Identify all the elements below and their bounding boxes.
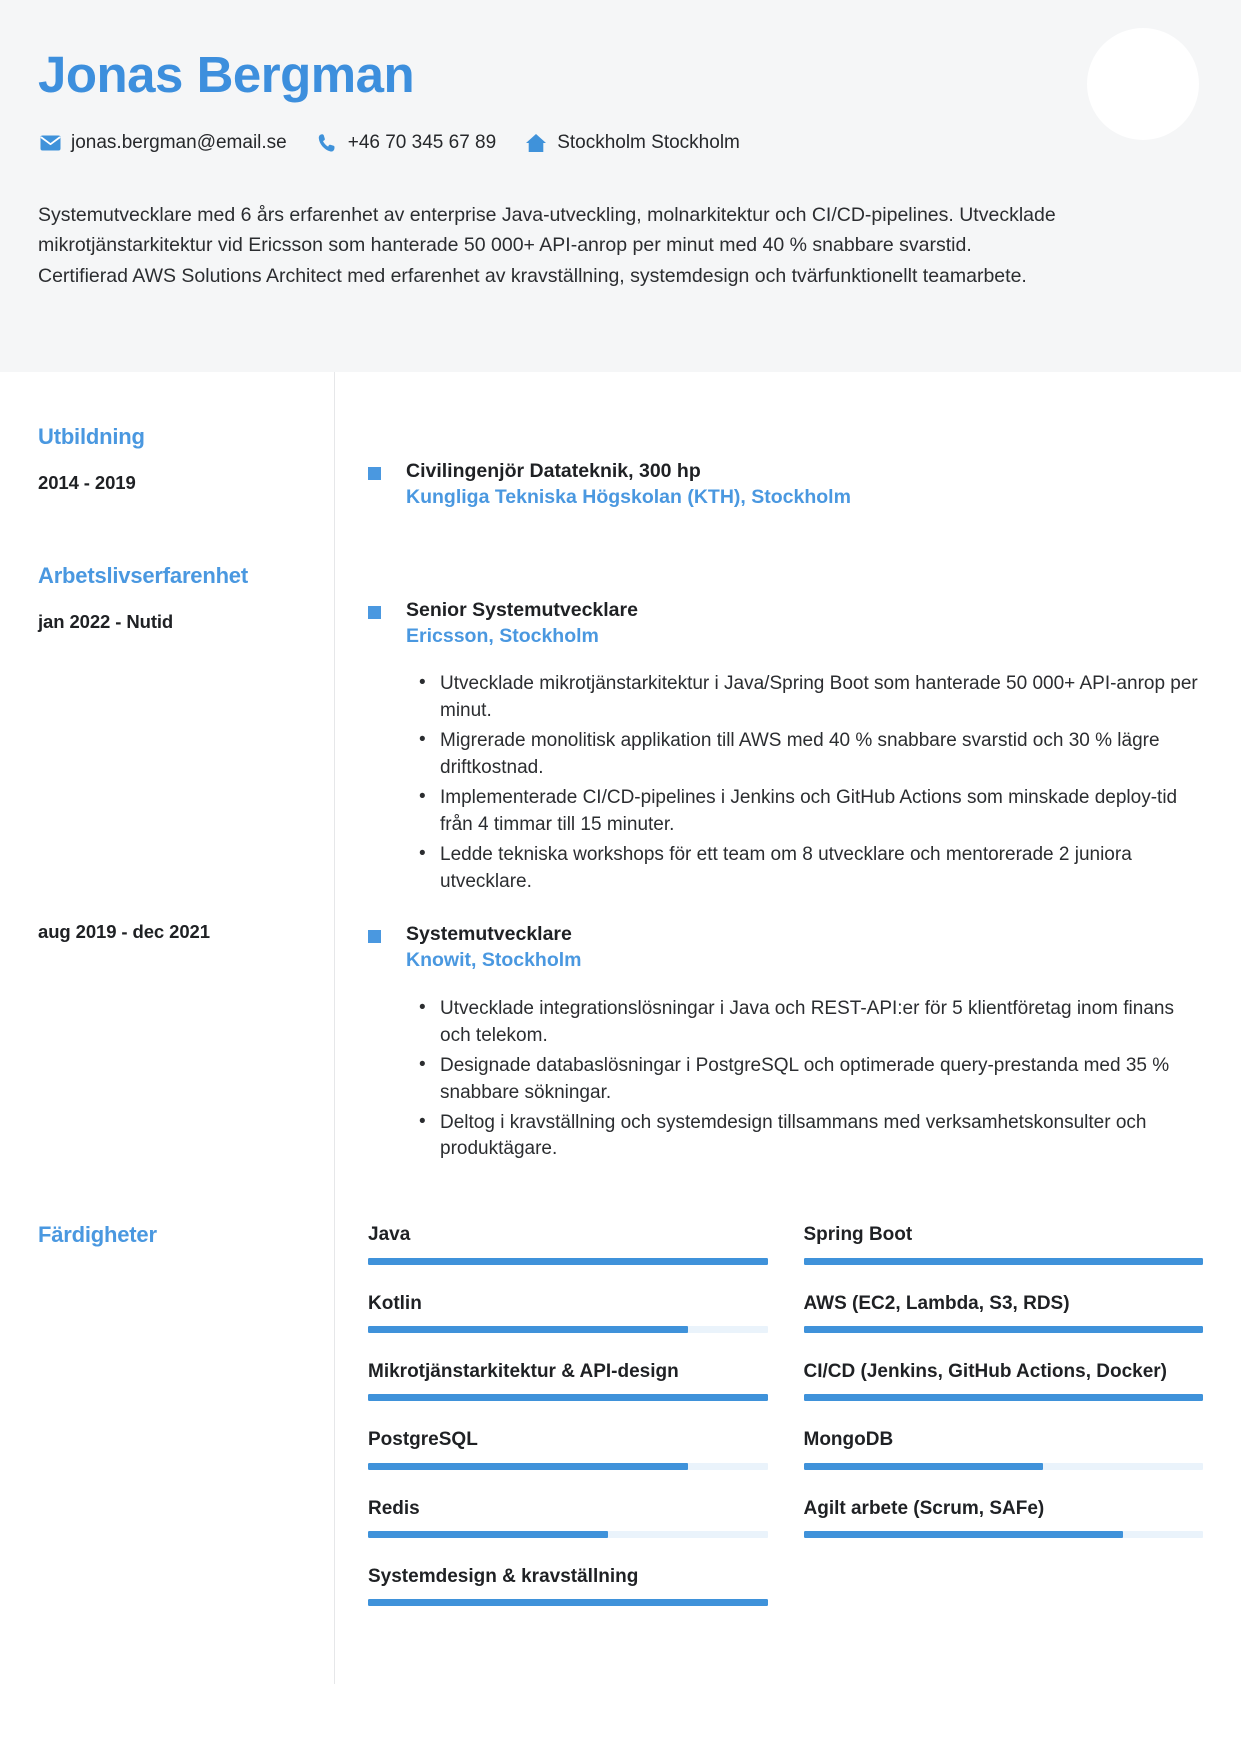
skill-progress-fill: [368, 1394, 768, 1401]
skill-progress-fill: [804, 1326, 1204, 1333]
skill-item: [368, 1427, 768, 1495]
experience-right-column-1: [334, 563, 1203, 899]
list-item: • Ledde tekniska workshops för ett team om 8 utvecklare och mentorerade 2 juniora utvecklare.: [440, 842, 1203, 896]
skill-progress-fill: [804, 1394, 1204, 1401]
skill-label: PostgreSQL: [368, 1429, 478, 1451]
spacer: [368, 1200, 1203, 1222]
experience-entry-date-2: aug 2019 - dec 2021: [38, 921, 210, 942]
resume-body: [0, 372, 1241, 1684]
skill-progress-fill: [368, 1599, 768, 1606]
skill-progress-track: [804, 1394, 1204, 1401]
skill-label: Redis: [368, 1497, 420, 1519]
education-entry: [368, 458, 1203, 511]
section-title-experience: Arbetslivserfarenhet: [38, 562, 248, 588]
list-item: • Utvecklade mikrotjänstarkitektur i Java/Spring Boot som hanterade 50 000+ API-anrop per minut.: [440, 671, 1203, 725]
job-company-1: Ericsson, Stockholm: [406, 624, 599, 647]
skill-progress-track: [368, 1258, 768, 1265]
skill-label: Java: [368, 1224, 411, 1246]
list-item: • Designade databaslösningar i PostgreSQL och optimerade query-prestanda med 35 % snabbare sökningar.: [440, 1053, 1203, 1107]
spacer: [38, 1166, 1203, 1200]
square-marker-icon: [368, 930, 381, 943]
envelope-icon: [38, 132, 62, 154]
job-title-2: Systemutvecklare: [406, 923, 572, 945]
experience-right-column-2: [334, 921, 1203, 1166]
section-experience-job-2: [38, 921, 1203, 1166]
skill-progress-track: [804, 1326, 1204, 1333]
education-left-column: [38, 424, 334, 494]
skill-item: [368, 1564, 768, 1632]
spacer: [38, 372, 1203, 424]
list-item: • Utvecklade integrationslösningar i Java och REST-API:er för 5 klientföretag inom finans och telekom.: [440, 996, 1203, 1050]
list-item: • Deltog i kravställning och systemdesign tillsammans med verksamhetskonsulter och produktägare.: [440, 1110, 1203, 1164]
section-skills: [38, 1200, 1203, 1632]
professional-summary: Systemutvecklare med 6 års erfarenhet av enterprise Java-utveckling, molnarkitektur och CI/CD-pipelines. Utvecklade mikrotjänstarkitektur vid Ericsson som hanterade 50 000+ API-anrop per minut med 40 % snabbare svarstid. Certifierad AWS Solutions Architect med erfarenhet av kravställning, systemdesign och tvärfunktionellt teamarbete.: [38, 203, 1056, 288]
education-right-column: [334, 424, 1203, 511]
list-item: • Implementerade CI/CD-pipelines i Jenkins och GitHub Actions som minskade deploy-tid från 4 timmar till 15 minuter.: [440, 785, 1203, 839]
phone-icon: [315, 132, 339, 154]
job-title-1: Senior Systemutvecklare: [406, 598, 638, 621]
skill-progress-fill: [368, 1258, 768, 1265]
contact-location-text: Stockholm Stockholm: [557, 132, 740, 154]
experience-entry-1: [368, 597, 1203, 896]
spacer: [38, 1632, 1203, 1684]
skill-progress-fill: [368, 1463, 688, 1470]
contact-phone-text: +46 70 345 67 89: [347, 132, 497, 154]
contact-email-text: jonas.bergman@email.se: [71, 132, 287, 154]
square-marker-icon: [368, 467, 381, 480]
page-title: Jonas Bergman: [38, 46, 415, 103]
spacer: [38, 450, 324, 472]
spacer: [38, 511, 1203, 563]
skill-label: Kotlin: [368, 1292, 422, 1314]
spacer: [38, 1200, 324, 1222]
square-marker-icon: [368, 606, 381, 619]
section-education: [38, 424, 1203, 511]
skills-left-column: [38, 1200, 334, 1248]
skill-label: Mikrotjänstarkitektur & API-design: [368, 1360, 679, 1382]
skill-progress-track: [804, 1463, 1204, 1470]
contact-item-email[interactable]: [38, 132, 287, 154]
job-company-2: Knowit, Stockholm: [406, 949, 582, 972]
skill-progress-track: [368, 1326, 768, 1333]
education-entry-date: 2014 - 2019: [38, 472, 136, 493]
section-experience-job-1: [38, 563, 1203, 899]
skill-label: AWS (EC2, Lambda, S3, RDS): [803, 1292, 1070, 1314]
experience-entry-date-1: jan 2022 - Nutid: [38, 610, 174, 632]
skill-progress-track: [368, 1531, 768, 1538]
home-icon: [524, 132, 548, 154]
skill-item: [804, 1359, 1204, 1427]
education-degree: Civilingenjör Datateknik, 300 hp: [406, 460, 701, 482]
experience-entry-2: [368, 921, 1203, 1163]
contact-item-location[interactable]: [524, 132, 740, 154]
skill-item: [368, 1291, 768, 1359]
experience-left-column: [38, 563, 334, 633]
section-title-skills: Färdigheter: [38, 1222, 157, 1248]
skill-progress-track: [804, 1258, 1204, 1265]
skill-progress-fill: [804, 1531, 1124, 1538]
skill-item: [368, 1359, 768, 1427]
spacer: [368, 563, 1203, 597]
skill-item: [804, 1427, 1204, 1495]
skill-progress-fill: [804, 1463, 1044, 1470]
skill-item: [368, 1222, 768, 1290]
contact-row: [38, 132, 1203, 154]
spacer: [38, 899, 1203, 921]
skill-item: [804, 1291, 1204, 1359]
experience-left-column-2: [38, 921, 334, 943]
contact-item-phone[interactable]: [315, 132, 496, 154]
skill-label: MongoDB: [803, 1429, 894, 1451]
skill-progress-fill: [368, 1326, 688, 1333]
skill-label: Agilt arbete (Scrum, SAFe): [803, 1497, 1045, 1519]
skill-progress-fill: [804, 1258, 1204, 1265]
skill-item: [804, 1496, 1204, 1564]
skill-progress-track: [368, 1463, 768, 1470]
job-bullets-2: [406, 996, 1203, 1164]
skills-right-column: [334, 1200, 1203, 1632]
skills-grid: [368, 1222, 1203, 1632]
section-title-education: Utbildning: [38, 424, 145, 449]
skill-progress-track: [804, 1531, 1204, 1538]
skill-label: CI/CD (Jenkins, GitHub Actions, Docker): [803, 1360, 1168, 1382]
skill-label: Spring Boot: [803, 1224, 913, 1246]
resume-header: [0, 0, 1241, 372]
skill-progress-fill: [368, 1531, 608, 1538]
skill-item: [804, 1222, 1204, 1290]
skill-progress-track: [368, 1599, 768, 1606]
skill-progress-track: [368, 1394, 768, 1401]
list-item: • Migrerade monolitisk applikation till AWS med 40 % snabbare svarstid och 30 % lägre driftkostnad.: [440, 728, 1203, 782]
skill-label: Systemdesign & kravställning: [368, 1565, 639, 1587]
job-bullets-1: [406, 671, 1203, 896]
avatar: [1087, 28, 1199, 140]
skill-item: [368, 1496, 768, 1564]
spacer: [368, 424, 1203, 458]
education-school: Kungliga Tekniska Högskolan (KTH), Stockholm: [406, 486, 851, 509]
spacer: [38, 589, 324, 611]
